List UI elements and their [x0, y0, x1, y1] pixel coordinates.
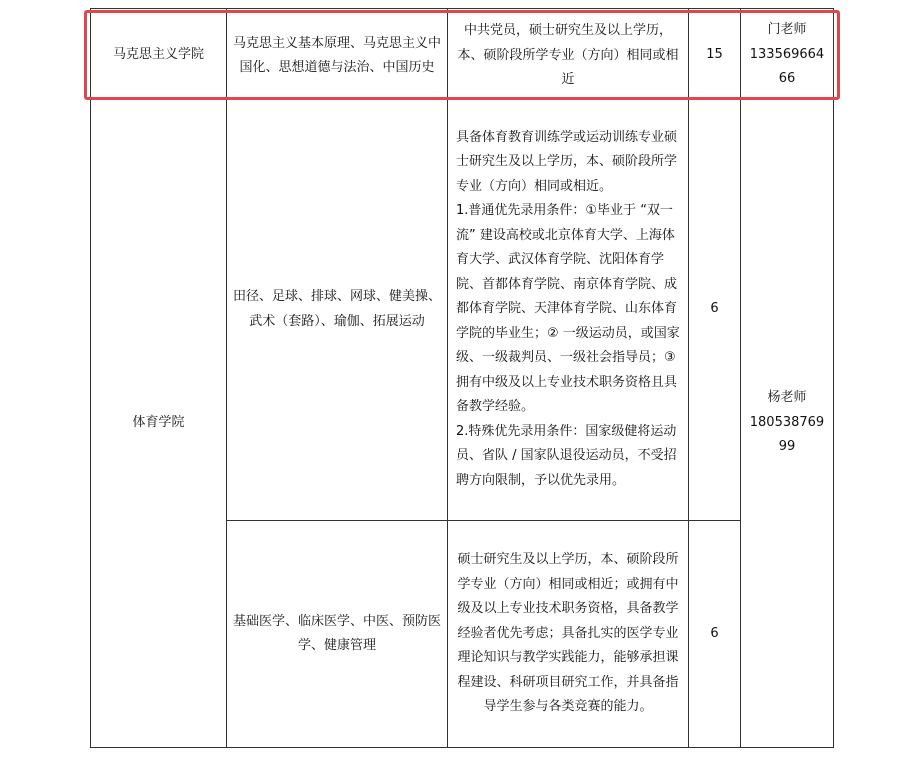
table-border-top — [90, 8, 833, 9]
requirements-cell — [448, 99, 688, 520]
contact-cell — [741, 99, 833, 747]
college-cell — [91, 99, 226, 747]
major-text: 马克思主义基本原理、马克思主义中国化、思想道德与法治、中国历史 — [233, 35, 442, 75]
highlight-box — [84, 10, 840, 100]
major-text: 基础医学、临床医学、中医、预防医学、健康管理 — [233, 613, 442, 653]
major-cell — [227, 521, 447, 747]
count-value: 6 — [710, 301, 719, 317]
requirements-cell — [448, 521, 688, 747]
requirements-text: 具备体育教育训练学或运动训练专业硕士研究生及以上学历，本、硕阶段所学专业（方向）相同或相近。 1.普通优先录用条件：①毕业于 “双一流” 建设高校或北京体育大学、上海体育大学、武汉体育学院、沈阳体育学院、首都体育学院、南京体育学院、成都体育学院、天津体育学院、山东体育学院的毕业生；② 一级运动员，或国家级、一级裁判员、一级社会指导员；③ 拥有中级及以上专业技术职务资格且具备教学经验。 2.特殊优先录用条件：国家级健将运动员、省队 / 国家队退役运动员，不受招聘方向限制，予以优先录用。 — [456, 129, 680, 488]
college-name: 体育学院 — [132, 414, 185, 430]
major-cell — [227, 99, 447, 520]
count-value: 15 — [706, 46, 723, 62]
major-text: 田径、足球、排球、网球、健美操、武术（套路）、瑜伽、拓展运动 — [233, 289, 442, 329]
count-cell — [689, 521, 740, 747]
requirements-text: 硕士研究生及以上学历，本、硕阶段所学专业（方向）相同或相近；或拥有中级及以上专业技术职务资格，具备教学经验者优先考虑；具备扎实的医学专业理论知识与教学实践能力，能够承担课程建设、科研项目研究工作，并具备指导学生参与各类竞赛的能力。 — [457, 552, 679, 715]
requirements-text: 中共党员，硕士研究生及以上学历，本、硕阶段所学专业（方向）相同或相近 — [457, 23, 679, 88]
college-name: 马克思主义学院 — [112, 46, 204, 62]
table-border-bottom — [90, 747, 833, 748]
contact-text: 门老师 133569664 66 — [749, 22, 825, 87]
contact-text: 杨老师 180538769 99 — [749, 390, 825, 455]
count-cell — [689, 99, 740, 520]
table-border-right — [833, 8, 834, 748]
count-value: 6 — [710, 625, 719, 641]
